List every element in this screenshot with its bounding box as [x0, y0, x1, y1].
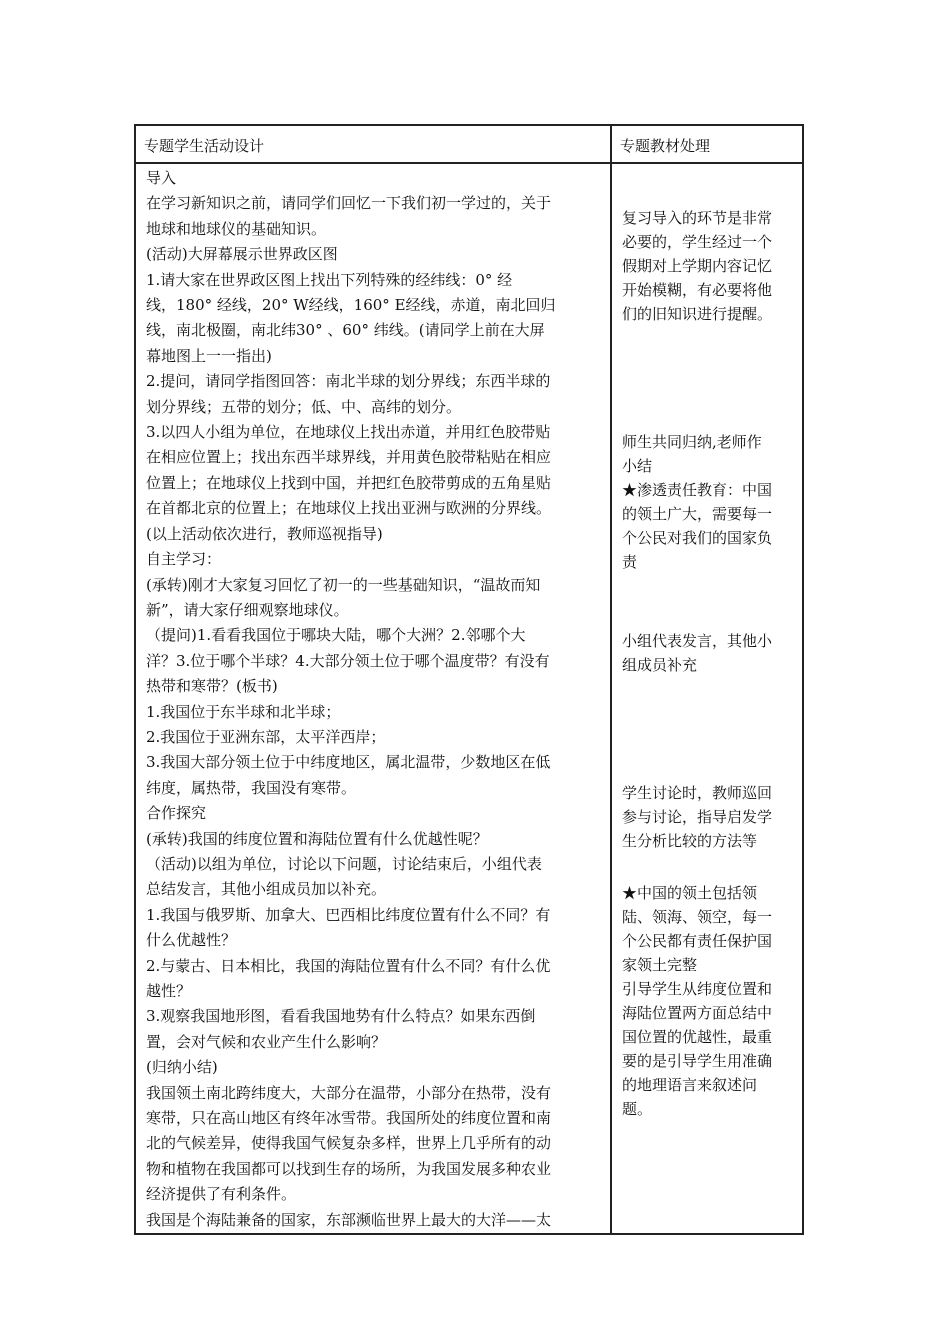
note-line: 的地理语言来叙述问 [622, 1076, 758, 1094]
note-line: 复习导入的环节是非常 [622, 209, 773, 227]
student-activity-text [136, 164, 610, 1233]
activity-line: 越性？ [146, 982, 192, 1000]
activity-line: 物和植物在我国都可以找到生存的场所，为我国发展多种农业 [146, 1159, 552, 1178]
activity-line: 3.观察我国地形图，看看我国地势有什么特点？如果东西倒 [146, 1007, 536, 1026]
table-body-row [135, 163, 803, 1234]
note-line: 国位置的优越性，最重 [622, 1028, 773, 1046]
activity-line: (承转)我国的纬度位置和海陆位置有什么优越性呢？ [146, 829, 488, 848]
table-header-row [135, 125, 803, 163]
note-line: 假期对上学期内容记忆 [622, 257, 773, 275]
activity-line: 新”，请大家仔细观察地球仪。 [146, 600, 349, 619]
activity-line: 热带和寒带？(板书) [146, 677, 278, 696]
activity-line: (活动)大屏幕展示世界政区图 [146, 245, 338, 264]
note-line: 小结 [622, 457, 653, 475]
activity-line: 2.与蒙古、日本相比，我国的海陆位置有什么不同？有什么优 [146, 956, 551, 975]
note-line: 组成员补充 [622, 656, 698, 674]
note-line: 开始模糊，有必要将他 [622, 281, 773, 299]
activity-line: 1.请大家在世界政区图上找出下列特殊的经纬线：0° 经 [146, 270, 513, 289]
activity-line: （提问)1.看看我国位于哪块大陆，哪个大洲？2.邻哪个大 [146, 626, 526, 645]
note-line: 们的旧知识进行提醒。 [622, 305, 773, 323]
activity-line: 线，180° 经线，20° W经线，160° E经线，赤道，南北回归 [146, 296, 556, 315]
activity-line: 地球和地球仪的基础知识。 [146, 219, 327, 238]
note-line: ★中国的领土包括领 [622, 884, 758, 902]
lesson-plan-table [134, 124, 804, 1235]
activity-line: 经济提供了有利条件。 [146, 1185, 297, 1204]
note-line: 学生讨论时，教师巡回 [622, 784, 773, 802]
header-cell-left [135, 125, 611, 163]
activity-line: 北的气候差异，使得我国气候复杂多样，世界上几乎所有的动 [146, 1134, 552, 1153]
activity-line: 总结发言，其他小组成员加以补充。 [146, 880, 387, 899]
activity-line: 3.以四人小组为单位，在地球仪上找出赤道，并用红色胶带贴 [146, 423, 551, 442]
activity-line: (承转)刚才大家复习回忆了初一的一些基础知识，“温故而知 [146, 575, 541, 594]
header-right-label: 专题教材处理 [620, 137, 711, 155]
activity-line: 1.我国与俄罗斯、加拿大、巴西相比纬度位置有什么不同？有 [146, 905, 551, 924]
note-line: 参与讨论，指导启发学 [622, 808, 773, 826]
activity-line: 自主学习： [146, 550, 222, 569]
activity-line: （活动)以组为单位，讨论以下问题，讨论结束后，小组代表 [146, 854, 542, 873]
activity-line: 2.提问，请同学指图回答：南北半球的划分界线；东西半球的 [146, 372, 551, 391]
activity-line: 在相应位置上；找出东西半球界线，并用黄色胶带粘贴在相应 [146, 448, 552, 467]
note-line: 引导学生从纬度位置和 [622, 980, 773, 998]
note-block-review [622, 206, 794, 326]
activity-line: 3.我国大部分领土位于中纬度地区，属北温带，少数地区在低 [146, 753, 551, 772]
note-line: 生分析比较的方法等 [622, 832, 758, 850]
note-line: 海陆位置两方面总结中 [622, 1004, 773, 1022]
note-line: 个公民对我们的国家负 [622, 529, 773, 547]
activity-line: 合作探究 [146, 804, 207, 823]
note-line: 师生共同归纳,老师作 [622, 433, 762, 451]
activity-line: 2.我国位于亚洲东部，太平洋西岸； [146, 727, 386, 746]
activity-line: (归纳小结) [146, 1058, 218, 1077]
note-block-summary [622, 430, 794, 574]
activity-line: (以上活动依次进行，教师巡视指导) [146, 524, 383, 543]
activity-line: 导入 [146, 169, 177, 187]
note-block-discussion [622, 781, 794, 853]
note-line: 题。 [622, 1100, 653, 1118]
note-line: 个公民都有责任保护国 [622, 932, 773, 950]
note-line: 责 [622, 553, 638, 571]
activity-line: 划分界线；五带的划分；低、中、高纬的划分。 [146, 397, 462, 416]
activity-line: 寒带，只在高山地区有终年冰雪带。我国所处的纬度位置和南 [146, 1109, 552, 1128]
note-line: 小组代表发言，其他小 [622, 632, 773, 650]
activity-line: 1.我国位于东半球和北半球； [146, 702, 341, 721]
student-activity-cell [135, 163, 611, 1234]
note-line: ★渗透责任教育：中国 [622, 481, 773, 499]
note-line: 要的是引导学生用准确 [622, 1052, 773, 1070]
note-line: 家领土完整 [622, 956, 698, 974]
note-line: 的领土广大，需要每一 [622, 505, 773, 523]
note-line: 必要的，学生经过一个 [622, 233, 773, 251]
material-handling-text [612, 164, 802, 1206]
note-block-group-report [622, 629, 794, 677]
header-cell-right [611, 125, 803, 163]
header-left-label: 专题学生活动设计 [144, 137, 265, 155]
activity-line: 幕地图上一一指出) [146, 346, 272, 365]
note-line: 陆、领海、领空，每一 [622, 908, 773, 926]
activity-line: 在学习新知识之前，请同学们回忆一下我们初一学过的，关于 [146, 194, 552, 213]
activity-line: 线，南北极圈，南北纬30° 、60° 纬线。(请同学上前在大屏 [146, 321, 545, 340]
activity-line: 置，会对气候和农业产生什么影响？ [146, 1032, 387, 1051]
activity-line: 什么优越性？ [146, 931, 237, 950]
activity-line: 纬度，属热带，我国没有寒带。 [146, 778, 357, 797]
material-handling-cell [611, 163, 803, 1234]
activity-line: 洋？3.位于哪个半球？4.大部分领土位于哪个温度带？有没有 [146, 651, 550, 670]
activity-line: 在首都北京的位置上；在地球仪上找出亚洲与欧洲的分界线。 [146, 499, 552, 518]
activity-line: 我国是个海陆兼备的国家，东部濒临世界上最大的大洋——太 [146, 1210, 552, 1229]
note-block-territory [622, 881, 794, 1121]
activity-line: 我国领土南北跨纬度大，大部分在温带，小部分在热带，没有 [146, 1083, 552, 1102]
activity-line: 位置上；在地球仪上找到中国，并把红色胶带剪成的五角星贴 [146, 473, 552, 492]
